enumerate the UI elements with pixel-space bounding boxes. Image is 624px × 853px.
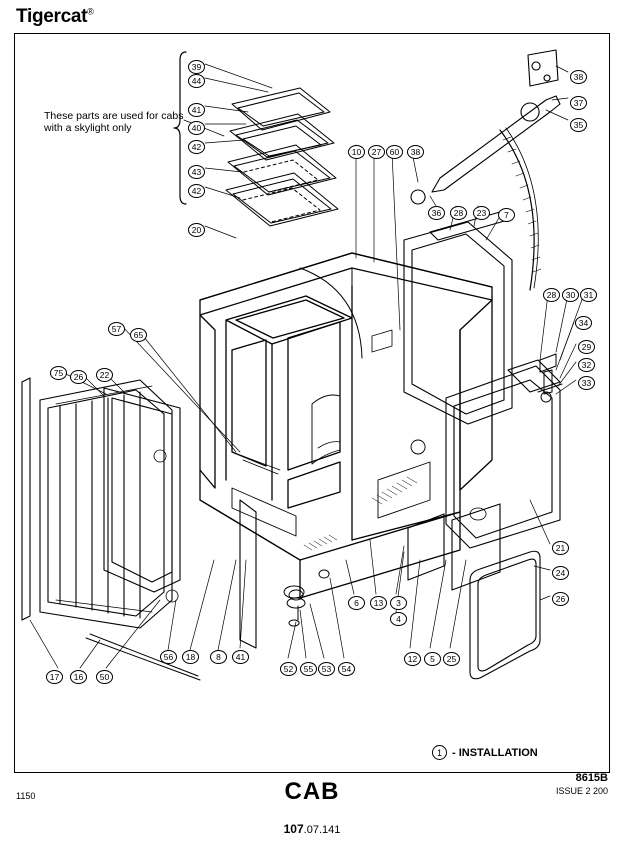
callout-balloon-7: 7 (498, 208, 515, 222)
footer-part-number: 8615B (575, 772, 608, 784)
callout-balloon-23: 23 (473, 206, 490, 220)
callout-balloon-56: 56 (160, 650, 177, 664)
callout-balloon-28: 28 (450, 206, 467, 220)
callout-balloon-28: 28 (543, 288, 560, 302)
callout-balloon-33: 33 (578, 376, 595, 390)
callout-balloon-52: 52 (280, 662, 297, 676)
callout-balloon-21: 21 (552, 541, 569, 555)
callout-balloon-57: 57 (108, 322, 125, 336)
callout-balloon-35: 35 (570, 118, 587, 132)
footer-page-number: 107.07.141 (283, 822, 341, 836)
callout-balloon-12: 12 (404, 652, 421, 666)
callout-balloon-40: 40 (188, 121, 205, 135)
callout-balloon-29: 29 (578, 340, 595, 354)
callout-balloon-13: 13 (370, 596, 387, 610)
registered-mark: ® (87, 6, 94, 17)
callout-balloon-43: 43 (188, 165, 205, 179)
callout-balloon-26: 26 (552, 592, 569, 606)
callout-balloon-32: 32 (578, 358, 595, 372)
installation-legend (432, 745, 538, 760)
callout-balloon-38: 38 (407, 145, 424, 159)
callout-balloon-31: 31 (580, 288, 597, 302)
callout-balloon-17: 17 (46, 670, 63, 684)
skylight-note: These parts are used for cabs with a skylight only (44, 110, 184, 134)
callout-balloon-38: 38 (570, 70, 587, 84)
brand-name: Tigercat (16, 6, 88, 27)
callout-balloon-26: 26 (70, 370, 87, 384)
callout-balloon-5: 5 (424, 652, 441, 666)
callout-balloon-39: 39 (188, 60, 205, 74)
callout-balloon-65: 65 (130, 328, 147, 342)
callout-balloon-41: 41 (232, 650, 249, 664)
callout-balloon-34: 34 (575, 316, 592, 330)
callout-balloon-10: 10 (348, 145, 365, 159)
callout-balloon-60: 60 (386, 145, 403, 159)
callout-balloon-25: 25 (443, 652, 460, 666)
callout-balloon-6: 6 (348, 596, 365, 610)
legend-label: - INSTALLATION (452, 746, 538, 759)
callout-balloon-41: 41 (188, 103, 205, 117)
callout-balloon-50: 50 (96, 670, 113, 684)
callout-balloon-24: 24 (552, 566, 569, 580)
callout-balloon-4: 4 (390, 612, 407, 626)
callout-balloon-75: 75 (50, 366, 67, 380)
callout-balloon-36: 36 (428, 206, 445, 220)
footer-title: CAB (0, 778, 624, 806)
legend-number: 1 (432, 745, 447, 760)
callout-balloon-8: 8 (210, 650, 227, 664)
callout-balloon-44: 44 (188, 74, 205, 88)
callout-balloon-22: 22 (96, 368, 113, 382)
callout-balloon-20: 20 (188, 223, 205, 237)
callout-balloon-42: 42 (188, 140, 205, 154)
callout-balloon-55: 55 (300, 662, 317, 676)
callout-balloon-3: 3 (390, 596, 407, 610)
footer-issue: ISSUE 2 200 (555, 786, 608, 796)
callout-balloon-18: 18 (182, 650, 199, 664)
callout-balloon-42: 42 (188, 184, 205, 198)
callout-balloon-37: 37 (570, 96, 587, 110)
callout-balloon-54: 54 (338, 662, 355, 676)
callout-balloon-16: 16 (70, 670, 87, 684)
callout-balloon-30: 30 (562, 288, 579, 302)
footer-left-code: 1150 (16, 791, 36, 801)
callout-balloon-53: 53 (318, 662, 335, 676)
callout-balloon-27: 27 (368, 145, 385, 159)
